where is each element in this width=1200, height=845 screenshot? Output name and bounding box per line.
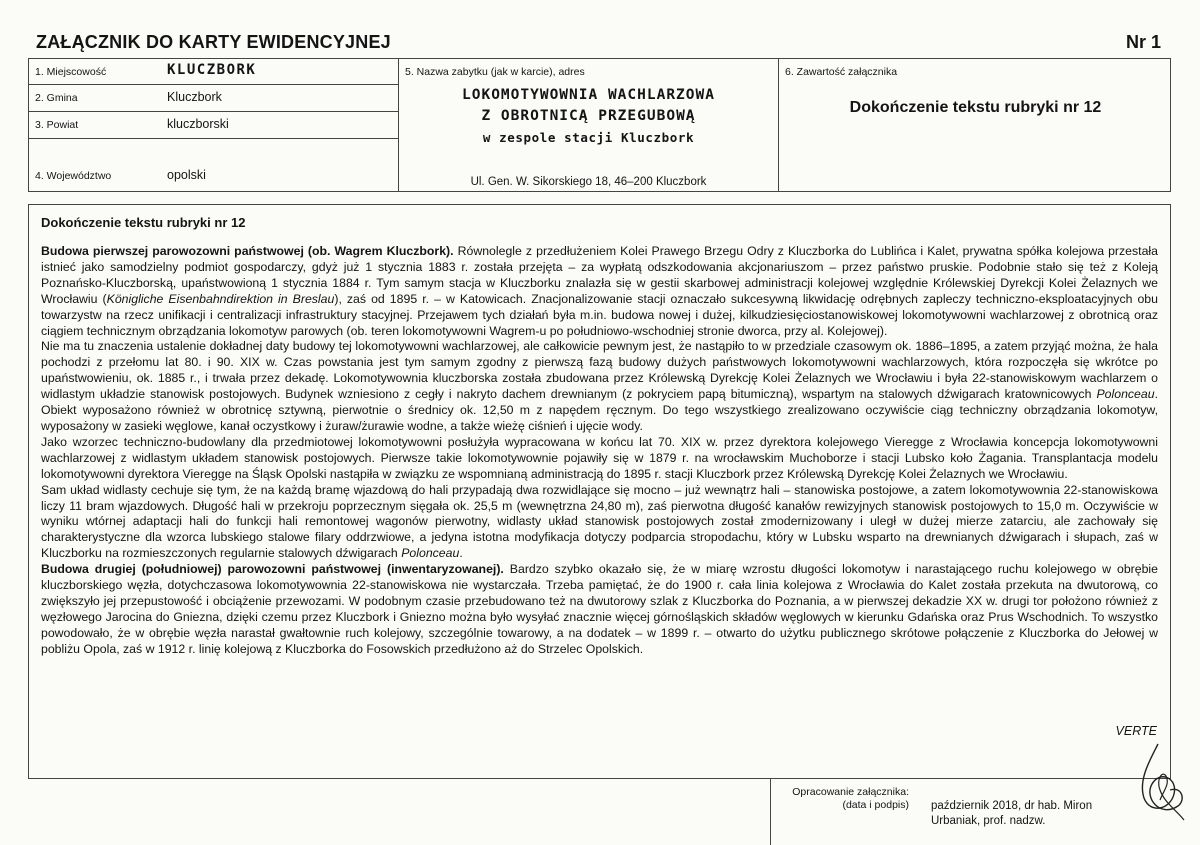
commune-row [29,85,398,112]
paragraph-1 [41,244,1158,339]
voivodeship-value: opolski [167,168,206,182]
paragraph-2 [41,339,1158,434]
monument-name-line3: w zespole stacji Kluczbork [482,130,695,145]
attachment-number: Nr 1 [1125,32,1161,52]
paragraph-3: Jako wzorzec techniczno-budowlany dla przedmiotowej lokomotywowni posłużyła wypracowana w końcu lat 70. XIX w. przez dyrektora kolejowego Vieregge z Wrocławia koncepcja lokomotywowni wachlarzowej z widlastym układem stanowisk postojowych. Pierwsze takie lokomotywownie pojawiły się w 1879 r. na wrocławskim Muchoborze i stacji Lubsko koło Żagania. Transplantacja modelu lokomotywowni dyrektora Vieregge na Śląsk Opolski nastąpiła w związku ze wspomnianą administracją do 1895 r. stacji Kluczbork przez Królewską Dyrekcję Kolei Żelaznych we Wrocławiu. [41,434,1158,481]
paragraph-1-text-b: ), zaś od 1895 r. – w Katowicach. Znacjonalizowanie stacji oznaczało sukcesywną likwidację odrębnych zapleczy techniczno-eksploatacyjnych obu towarzystw na rzecz unifikacji i centralizacji infrastruktury stacyjnej. Przejawem tych działań była m.in. budowa nowej i dużej, kilkudziesięciostanowiskowej lokomotywowni wachlarzowej z obrotnicą oraz ciągiem technicznym obrządzania lokomotyw parowych (ob. teren lokomotywowni Wagrem-u po południowo-wschodniej stronie dworca, przy al. Kolejowej). [41,291,1158,338]
preparation-label [781,786,909,812]
preparation-value-line1: październik 2018, dr hab. Miron [931,800,1093,812]
contents-column [779,59,1172,191]
paragraph-1-italic: Königliche Eisenbahndirektion in Breslau [106,291,335,306]
preparation-value-line2: Urbaniak, prof. nadzw. [931,815,1046,827]
paragraph-1-text-a: Równolegle z przedłużeniem Kolei Prawego Brzegu Odry z Kluczborka do Lublińca i Kalet, prywatna spółka kolejowa przestała istnieć jako samodzielny podmiot gospodarczy, gdyż już 1 stycznia 1883 r. została przejęta – za wypłatą odszkodowania akcjonariuszom – przez państwo pruskie. Podobnie stało się też z Koleją Poznańsko-Kluczborską, upaństwowioną 1 stycznia 1884 r. Tym samym stacja w Kluczborku znalazła się w gestii skarbowej administracji kolejowej względnie Królewskiej Dyrekcji Kolei Żelaznych we Wrocławiu ( [41,244,1158,306]
commune-value: Kluczbork [167,90,222,104]
paragraph-4-italic: Polonceau [401,546,460,561]
header-table [28,58,1171,192]
verte-mark: VERTE [1115,724,1157,738]
paragraph-2-italic: Polonceau [1096,387,1155,402]
contents-label: 6. Zawartość załącznika [785,66,898,78]
district-label: 3. Powiat [35,119,79,131]
signature-icon [1130,740,1190,830]
paragraph-5-text: Bardzo szybko okazało się, że w miarę wzrostu długości lokomotyw i narastającego ruchu kolejowego w obrębie kluczborskiego węzła, dotychczasowa lokomotywownia 22-stanowiskowa nie wystarczała. Trzeba pamiętać, że do 1900 r. cała linia kolejowa z Wrocławia do Kalet została przekuta na dwutorową, co zwiększyło jej przepustowość i obciążenie przewozami. W podobnym czasie przebudowano też na dwutorowy szlak z Kluczborka do Poznania, a w pierwszej dekadzie XX w. drugi tor położono również z węzłowego Jarocina do Gniezna, dzięki czemu przez Kluczbork i Gniezno można było wysyłać znacznie więcej górnośląskich składów węglowych w kierunku Gdańska oraz Prus Wschodnich. To wszystko powodowało, że w obrębie węzła narastał gwałtownie ruch kolejowy, szczególnie towarowy, a na dodatek – w 1899 r. – otwarto do użytku publicznego skrótowe połączenie z Kluczborka do Jełowej w pobliżu Opola, zaś w 1912 r. linię kolejową z Kluczborka do Fosowskich przedłużono aż do Strzelec Opolskich. [41,562,1159,656]
monument-name-line1: LOKOMOTYWOWNIA WACHLARZOWA [462,87,715,103]
paragraph-4-text-a: Sam układ widlasty cechuje się tym, że na każdą bramę wjazdową do hali przypadają dwa rozwidlające się mocno – już wewnątrz hali – stanowiska postojowe, a zatem lokomotywownia 22-stanowiskowa liczy 11 bram wjazdowych. Długość hali w przekroju poprzecznym sięgała ok. 25,5 m (wewnętrzna 24,80 m), zaś pierwotna długość kanałów rewizyjnych stanowisk postojowych to 15,0 m. Oczywiście w wyniku wtórnej adaptacji hali do funkcji hali remontowej wagonów pierwotny, widlasty układ stanowisk postojowych został zmodernizowany i uległ w dużej mierze zatarciu, ale zachowały się charakterystyczne dla wzorca lubskiego stalowe filary oddrzwiowe, a jedyna istotna modyfikacja dotyczy podparcia stropodachu, który w Lubsku wsparto na drewnianych dźwigarach i słupach, zaś w Kluczborku na rozmieszczonych regularnie stalowych dźwigarach [41,482,1158,561]
voivodeship-row [29,139,398,191]
paragraph-2-text-a: Nie ma tu znaczenia ustalenie dokładnej daty budowy tej lokomotywowni wachlarzowej, ale całkowicie pewnym jest, że nastąpiło to w przedziale czasowym ok. 1886–1895, a zatem przyjąć można, że hala pochodzi z przełomu lat 80. i 90. XIX w. Czas powstania jest tym samym zgodny z pierwszą fazą budowy dużych państwowych lokomotywowni wachlarzowych, która rozpoczęła się wkrótce po upaństwowieniu, ok. 1885 r., i trwała przez dekadę. Lokomotywownia kluczborska została zbudowana przez Królewską Dyrekcję Kolei Żelaznych we Wrocławiu i była 22-stanowiskowym wachlarzem o widlastym układzie stanowisk postojowych. Budynek wzniesiono z cegły i nakryto dachem drewnianym (z pokryciem papą bitumiczną), wspartym na stalowych dźwigarach kratownicowych [41,339,1158,402]
preparation-box [770,779,1171,845]
voivodeship-label: 4. Województwo [35,170,112,182]
district-row [29,112,398,139]
paragraph-4 [41,483,1158,563]
monument-name [399,85,778,148]
location-column [29,59,399,191]
paragraph-5 [41,562,1158,657]
monument-column [399,59,779,191]
footer [28,779,1171,845]
document-title: ZAŁĄCZNIK DO KARTY EWIDENCYJNEJ [36,32,391,52]
commune-label: 2. Gmina [35,92,78,104]
preparation-label-line1: Opracowanie załącznika: [792,786,909,798]
paragraph-1-heading: Budowa pierwszej parowozowni państwowej (ob. Wagrem Kluczbork). [41,244,454,258]
locality-row [29,59,398,85]
paragraph-5-heading: Budowa drugiej (południowej) parowozowni państwowej (inwentaryzowanej). [41,562,504,577]
body-text [41,244,1158,658]
district-value: kluczborski [167,117,229,131]
paragraph-2-text-b: . Obiekt wyposażono również w obrotnicę sztywną, pierwotnie o średnicy ok. 12,50 m z napędem ręcznym. Do tego wszystkiego zrealizowano oczywiście ciąg techniczny obrządzania lokomotyw, wyposażony w zasieki węglowe, kanał oczystkowy i żuraw/żurawie wodne, a także wieżę ciśnień i ujęcie wody. [41,387,1158,433]
monument-name-line2: Z OBROTNICĄ PRZEGUBOWĄ [481,108,696,124]
monument-name-label: 5. Nazwa zabytku (jak w karcie), adres [405,66,585,78]
contents-value: Dokończenie tekstu rubryki nr 12 [849,99,1102,116]
main-text-box [28,204,1171,779]
monument-address: Ul. Gen. W. Sikorskiego 18, 46–200 Kluczbork [470,176,707,188]
locality-value: KLUCZBORK [167,62,257,78]
locality-label: 1. Miejscowość [35,66,107,78]
preparation-label-line2: (data i podpis) [842,799,909,811]
preparation-value [931,799,1111,829]
paragraph-4-text-b: . [459,546,463,561]
section-title: Dokończenie tekstu rubryki nr 12 [41,215,246,230]
